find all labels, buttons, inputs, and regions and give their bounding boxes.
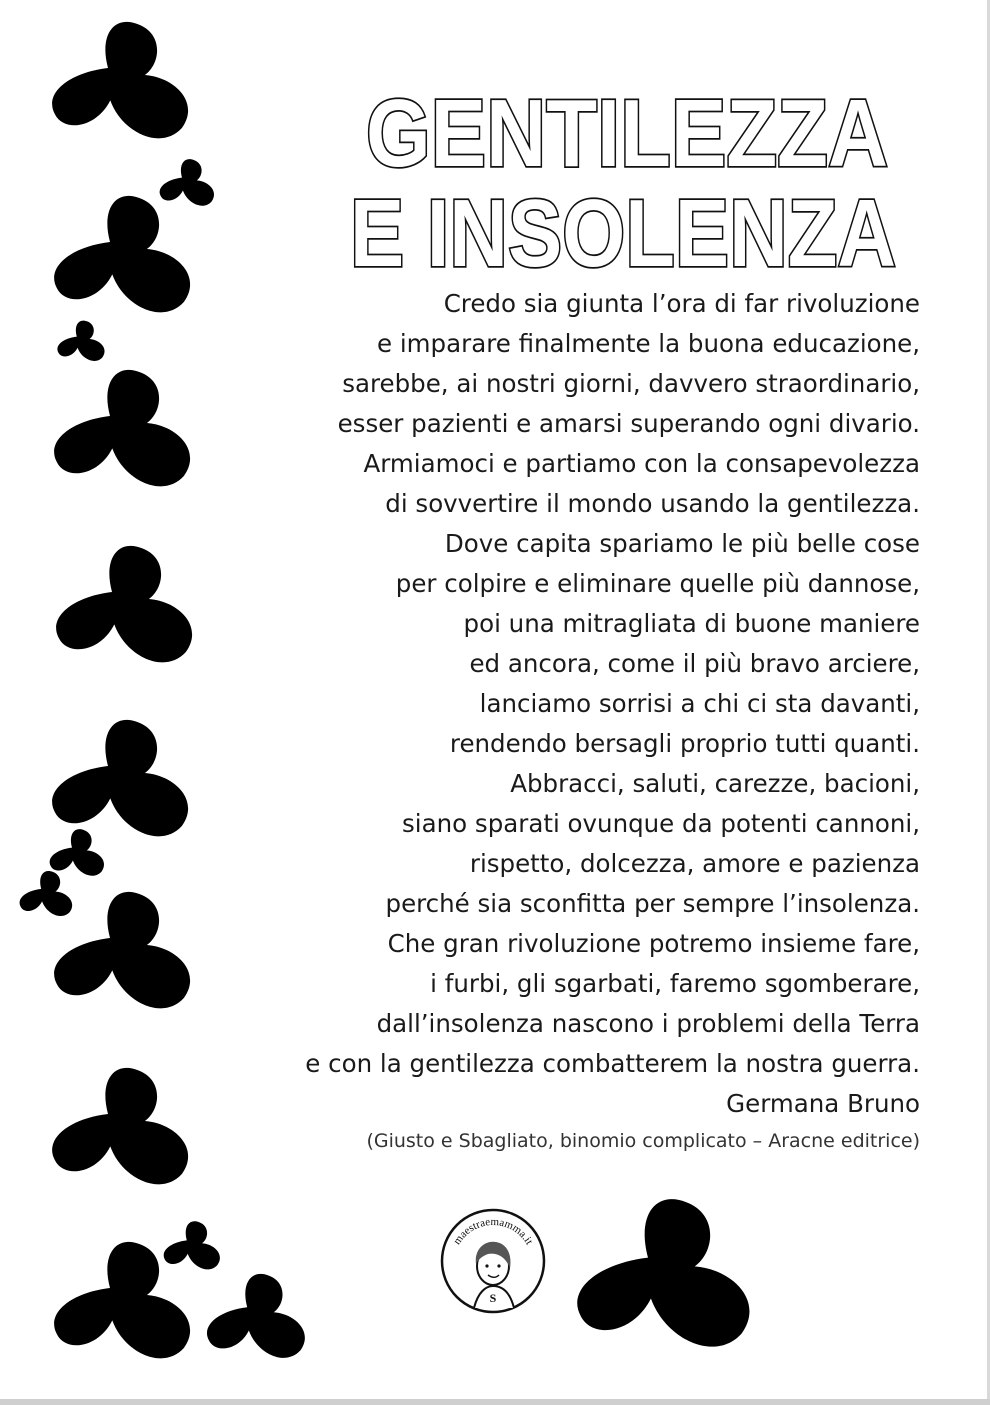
title-line-2: E INSOLENZA [350, 180, 896, 287]
poem-citation: (Giusto e Sbagliato, binomio complicato – Aracne editrice) [366, 1130, 920, 1152]
site-logo [440, 1208, 546, 1314]
logo-text: maestraemamma.it [451, 1215, 536, 1247]
poem-line: lanciamo sorrisi a chi ci sta davanti, [479, 689, 920, 718]
poem-line: ed ancora, come il più bravo arciere, [469, 649, 920, 678]
poem-line: dall’insolenza nascono i problemi della Terra [376, 1009, 920, 1038]
poem-line: Abbracci, saluti, carezze, bacioni, [510, 769, 920, 798]
poem-text [160, 284, 920, 1124]
small-butterfly-icon [18, 868, 76, 924]
butterfly-icon [204, 1268, 312, 1373]
poem-line: Dove capita spariamo le più belle cose [444, 529, 920, 558]
poem-line: poi una mitragliata di buone maniere [463, 609, 920, 638]
poem-line: perché sia sconfitta per sempre l’insolenza. [385, 889, 920, 918]
poem-line: Che gran rivoluzione potremo insieme fare, [387, 929, 920, 958]
poem-line: Armiamoci e partiamo con la consapevolezza [363, 449, 920, 478]
poem-line: e con la gentilezza combatterem la nostra guerra. [305, 1049, 920, 1078]
poem-line: rispetto, dolcezza, amore e pazienza [469, 849, 920, 878]
title-line-1: GENTILEZZA [366, 80, 888, 187]
poem-line: e imparare finalmente la buona educazione, [377, 329, 920, 358]
poem-line: per colpire e eliminare quelle più dannose, [395, 569, 920, 598]
page-title [340, 70, 910, 287]
butterfly-icon [48, 14, 198, 159]
small-butterfly-icon [56, 318, 108, 368]
poem-line: esser pazienti e amarsi superando ogni divario. [337, 409, 920, 438]
poem-line: di sovvertire il mondo usando la gentilezza. [385, 489, 920, 518]
poem-line: sarebbe, ai nostri giorni, davvero straordinario, [342, 369, 920, 398]
poem-line: Credo sia giunta l’ora di far rivoluzione [443, 289, 920, 318]
poem-line: rendendo bersagli proprio tutti quanti. [449, 729, 920, 758]
small-butterfly-icon [158, 156, 218, 214]
logo-letter: S [489, 1291, 497, 1305]
page-edge [0, 1399, 990, 1405]
poem-line: i furbi, gli sgarbati, faremo sgomberare, [430, 969, 920, 998]
butterfly-icon [572, 1190, 762, 1372]
poem-line: siano sparati ovunque da potenti cannoni, [402, 809, 920, 838]
poem-author: Germana Bruno [726, 1089, 920, 1118]
